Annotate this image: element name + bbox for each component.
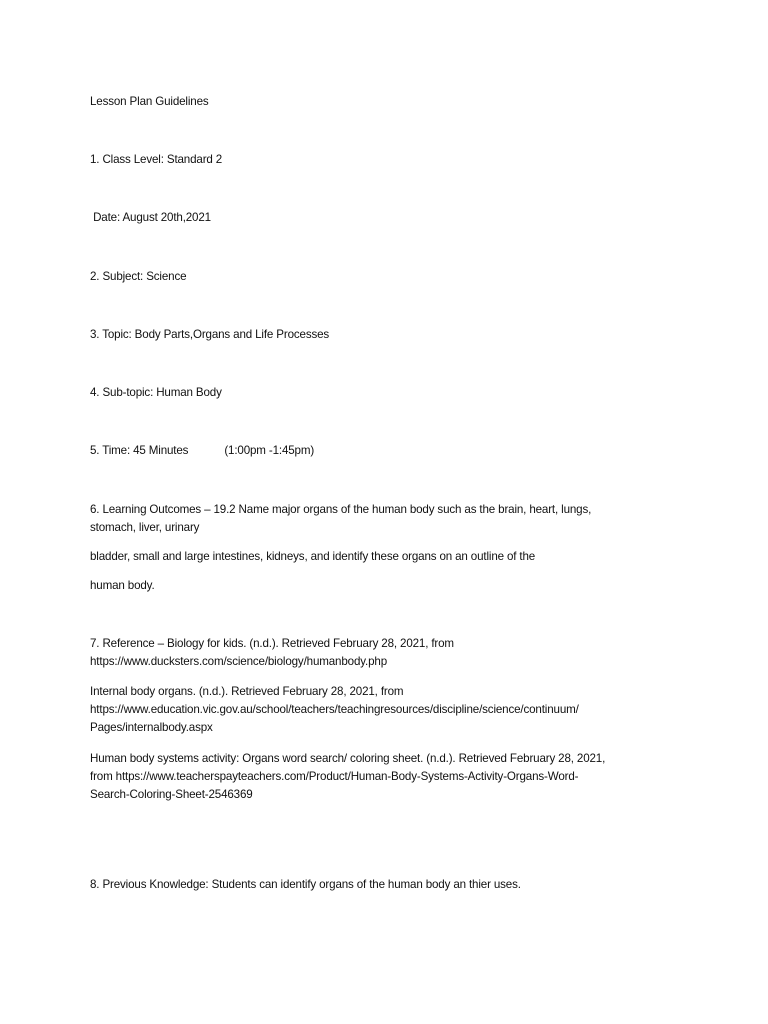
reference-url: Search-Coloring-Sheet-2546369 bbox=[90, 788, 253, 801]
time-label: 5. Time: 45 Minutes bbox=[90, 444, 189, 457]
lesson-time bbox=[90, 442, 690, 460]
class-level: 1. Class Level: Standard 2 bbox=[90, 153, 223, 166]
reference-3 bbox=[90, 750, 680, 804]
learning-outcomes-line: 6. Learning Outcomes – 19.2 Name major organs of the human body such as the brain, heart, lungs, bbox=[90, 503, 592, 516]
reference-2 bbox=[90, 683, 680, 737]
learning-outcomes-line: bladder, small and large intestines, kidneys, and identify these organs on an outline of the bbox=[90, 550, 536, 563]
previous-knowledge: 8. Previous Knowledge: Students can identify organs of the human body an thier uses. bbox=[90, 878, 521, 891]
reference-url: https://www.ducksters.com/science/biology/humanbody.php bbox=[90, 655, 387, 668]
time-range: (1:00pm -1:45pm) bbox=[224, 444, 315, 457]
document-title: Lesson Plan Guidelines bbox=[90, 95, 209, 108]
learning-outcomes-line: stomach, liver, urinary bbox=[90, 521, 200, 534]
subject: 2. Subject: Science bbox=[90, 270, 187, 283]
sub-topic: 4. Sub-topic: Human Body bbox=[90, 386, 222, 399]
reference-url: from https://www.teacherspayteachers.com/Product/Human-Body-Systems-Activity-Organs-Word- bbox=[90, 770, 579, 783]
lesson-date: Date: August 20th,2021 bbox=[90, 211, 211, 224]
learning-outcomes-line: human body. bbox=[90, 579, 155, 592]
reference-url: https://www.education.vic.gov.au/school/teachers/teachingresources/discipline/science/continuum/ bbox=[90, 703, 579, 716]
learning-outcomes bbox=[90, 501, 680, 537]
topic: 3. Topic: Body Parts,Organs and Life Processes bbox=[90, 328, 330, 341]
reference-line: Internal body organs. (n.d.). Retrieved February 28, 2021, from bbox=[90, 685, 404, 698]
reference-line: Human body systems activity: Organs word search/ coloring sheet. (n.d.). Retrieved February 28, 2021, bbox=[90, 752, 606, 765]
reference-url: Pages/internalbody.aspx bbox=[90, 721, 213, 734]
reference-1 bbox=[90, 635, 680, 671]
reference-line: 7. Reference – Biology for kids. (n.d.). Retrieved February 28, 2021, from bbox=[90, 637, 454, 650]
